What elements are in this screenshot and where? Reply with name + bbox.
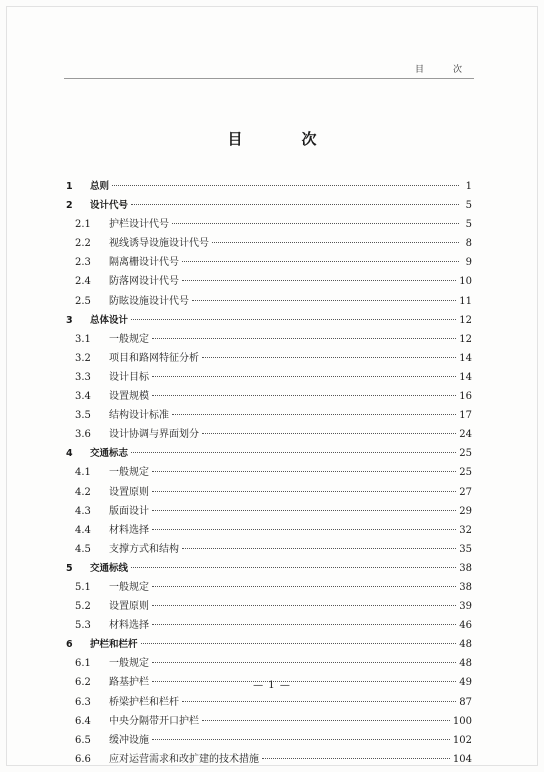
toc-entry-title: 路基护栏 — [109, 677, 149, 689]
toc-entry-number: 6.4 — [75, 715, 91, 727]
toc-entry-page: 11 — [459, 295, 472, 307]
toc-entry-title: 设计协调与界面划分 — [109, 429, 199, 441]
toc-leader-dots — [131, 567, 456, 568]
toc-section-row[interactable] — [66, 215, 472, 234]
toc-leader-dots — [182, 261, 459, 262]
toc-leader-dots — [152, 662, 456, 663]
header-rule — [64, 78, 474, 79]
toc-entry-number: 4 — [66, 448, 73, 460]
toc-entry-page: 48 — [459, 639, 472, 651]
toc-entry-number: 6.6 — [75, 753, 91, 765]
toc-entry-page: 10 — [459, 276, 472, 288]
toc-entry-page: 24 — [459, 429, 472, 441]
toc-leader-dots — [182, 701, 456, 702]
toc-entry-page: 5 — [465, 200, 472, 212]
toc-entry-title: 桥梁护栏和栏杆 — [109, 696, 179, 708]
toc-entry-title: 一般规定 — [109, 467, 149, 479]
toc-leader-dots — [212, 242, 459, 243]
toc-entry-title: 设置原则 — [109, 601, 149, 613]
toc-entry-page: 48 — [459, 658, 472, 670]
toc-section-row[interactable] — [66, 368, 472, 387]
toc-entry-page: 46 — [459, 620, 472, 632]
toc-entry-title: 护栏设计代号 — [109, 219, 169, 231]
toc-entry-number: 2.1 — [75, 219, 91, 231]
toc-entry-number: 5.3 — [75, 620, 91, 632]
toc-entry-title: 交通标线 — [90, 562, 129, 574]
toc-entry-page: 16 — [459, 391, 472, 403]
toc-entry-page: 35 — [459, 543, 472, 555]
toc-leader-dots — [152, 586, 456, 587]
toc-entry-page: 39 — [459, 601, 472, 613]
toc-entry-title: 设计代号 — [90, 200, 129, 212]
toc-section-row[interactable] — [66, 253, 472, 272]
toc-entry-number: 6 — [66, 639, 73, 651]
toc-leader-dots — [202, 357, 456, 358]
toc-entry-number: 4.3 — [75, 505, 91, 517]
toc-entry-page: 100 — [452, 715, 472, 727]
toc-section-row[interactable] — [66, 750, 472, 769]
toc-leader-dots — [112, 185, 459, 186]
toc-leader-dots — [262, 758, 450, 759]
toc-section-row[interactable] — [66, 616, 472, 635]
toc-section-row[interactable] — [66, 502, 472, 521]
page-number: — 1 — — [253, 680, 291, 691]
toc-section-row[interactable] — [66, 654, 472, 673]
toc-section-row[interactable] — [66, 272, 472, 291]
toc-entry-page: 87 — [459, 696, 472, 708]
toc-leader-dots — [192, 300, 456, 301]
toc-leader-dots — [152, 395, 456, 396]
toc-leader-dots — [152, 376, 456, 377]
toc-entry-title: 总则 — [90, 181, 110, 192]
toc-entry-number: 3.1 — [75, 333, 91, 345]
toc-leader-dots — [152, 624, 456, 625]
toc-entry-page: 49 — [459, 677, 472, 689]
toc-entry-page: 102 — [452, 734, 472, 746]
toc-entry-number: 4.1 — [75, 467, 91, 479]
toc-chapter-row[interactable] — [66, 559, 472, 578]
toc-entry-number: 6.2 — [75, 677, 91, 689]
toc-entry-number: 3.2 — [75, 352, 91, 364]
toc-chapter-row[interactable] — [66, 444, 472, 463]
toc-leader-dots — [152, 338, 456, 339]
toc-entry-title: 材料选择 — [109, 524, 149, 536]
toc-entry-number: 6.3 — [75, 696, 91, 708]
toc-entry-title: 视线诱导设施设计代号 — [109, 238, 209, 250]
toc-entry-number: 3 — [66, 314, 73, 326]
toc-entry-number: 3.4 — [75, 391, 91, 403]
toc-leader-dots — [141, 643, 457, 644]
toc-entry-page: 1 — [465, 181, 472, 192]
toc-entry-number: 3.3 — [75, 371, 91, 383]
toc-leader-dots — [182, 280, 456, 281]
toc-entry-number: 4.4 — [75, 524, 91, 536]
toc-entry-number: 2 — [66, 200, 73, 212]
toc-leader-dots — [152, 471, 456, 472]
toc-entry-page: 38 — [459, 562, 472, 574]
toc-section-row[interactable] — [66, 731, 472, 750]
toc-entry-title: 应对运营需求和改扩建的技术措施 — [109, 753, 259, 765]
toc-entry-number: 5 — [66, 562, 73, 574]
toc-leader-dots — [131, 452, 456, 453]
toc-entry-page: 12 — [459, 314, 472, 326]
toc-section-row[interactable] — [66, 712, 472, 731]
running-header: 目 次 — [414, 65, 472, 75]
toc-entry-title: 结构设计标准 — [109, 410, 169, 422]
toc-entry-number: 5.1 — [75, 581, 91, 593]
toc-entry-number: 2.2 — [75, 238, 91, 250]
toc-entry-page: 14 — [459, 352, 472, 364]
toc-title: 目 次 — [227, 130, 339, 148]
toc-chapter-row[interactable] — [66, 635, 472, 654]
toc-entry-page: 25 — [459, 448, 472, 460]
toc-section-row[interactable] — [66, 463, 472, 482]
toc-entry-number: 5.2 — [75, 601, 91, 613]
toc-chapter-row[interactable] — [66, 177, 472, 196]
toc-section-row[interactable] — [66, 330, 472, 349]
toc-leader-dots — [131, 319, 456, 320]
toc-entry-page: 104 — [452, 753, 472, 765]
toc-entry-title: 材料选择 — [109, 620, 149, 632]
toc-section-row[interactable] — [66, 540, 472, 559]
toc-entry-number: 6.5 — [75, 734, 91, 746]
toc-section-row[interactable] — [66, 349, 472, 368]
toc-entry-title: 设计目标 — [109, 371, 149, 383]
toc-leader-dots — [152, 529, 456, 530]
toc-entry-title: 防落网设计代号 — [109, 276, 179, 288]
toc-entry-title: 支撑方式和结构 — [109, 543, 179, 555]
toc-leader-dots — [172, 223, 459, 224]
toc-entry-title: 一般规定 — [109, 333, 149, 345]
toc-leader-dots — [131, 204, 459, 205]
toc-entry-number: 2.4 — [75, 276, 91, 288]
toc-entry-title: 一般规定 — [109, 581, 149, 593]
toc-leader-dots — [152, 510, 456, 511]
toc-entry-page: 9 — [465, 257, 472, 269]
toc-entry-title: 设置规模 — [109, 391, 149, 403]
toc-entry-title: 一般规定 — [109, 658, 149, 670]
toc-leader-dots — [202, 720, 450, 721]
toc-section-row[interactable] — [66, 483, 472, 502]
toc-leader-dots — [152, 605, 456, 606]
toc-entry-number: 2.3 — [75, 257, 91, 269]
toc-leader-dots — [172, 414, 456, 415]
toc-entry-title: 防眩设施设计代号 — [109, 295, 189, 307]
toc-entry-title: 中央分隔带开口护栏 — [109, 715, 199, 727]
toc-section-row[interactable] — [66, 521, 472, 540]
toc-entry-number: 4.5 — [75, 543, 91, 555]
toc-entry-title: 总体设计 — [90, 314, 129, 326]
toc-entry-title: 项目和路网特征分析 — [109, 352, 199, 364]
toc-entry-title: 版面设计 — [109, 505, 149, 517]
toc-entry-page: 17 — [459, 410, 472, 422]
toc-section-row[interactable] — [66, 234, 472, 253]
toc-section-row[interactable] — [66, 387, 472, 406]
toc-leader-dots — [202, 433, 456, 434]
toc-chapter-row[interactable] — [66, 311, 472, 330]
toc-entry-number: 3.5 — [75, 410, 91, 422]
toc-section-row[interactable] — [66, 406, 472, 425]
toc-leader-dots — [182, 548, 456, 549]
toc-section-row[interactable] — [66, 693, 472, 712]
toc-section-row[interactable] — [66, 578, 472, 597]
toc-leader-dots — [152, 491, 456, 492]
toc-section-row[interactable] — [66, 425, 472, 444]
toc-entry-page: 14 — [459, 371, 472, 383]
toc-chapter-row[interactable] — [66, 196, 472, 215]
toc-entry-page: 25 — [459, 467, 472, 479]
toc-entry-title: 缓冲设施 — [109, 734, 149, 746]
toc-entry-title: 护栏和栏杆 — [90, 639, 138, 651]
toc-section-row[interactable] — [66, 597, 472, 616]
toc-entry-number: 2.5 — [75, 295, 91, 307]
toc-entry-number: 1 — [66, 181, 73, 192]
toc-entry-page: 29 — [459, 505, 472, 517]
toc-entry-page: 8 — [465, 238, 472, 250]
toc-entry-number: 6.1 — [75, 658, 91, 670]
toc-entry-number: 3.6 — [75, 429, 91, 441]
toc-entry-page: 5 — [465, 219, 472, 231]
toc-entry-page: 27 — [459, 486, 472, 498]
toc-entry-title: 隔离栅设计代号 — [109, 257, 179, 269]
toc-entry-title: 设置原则 — [109, 486, 149, 498]
toc-entry-title: 交通标志 — [90, 448, 129, 460]
toc-entry-page: 12 — [459, 333, 472, 345]
toc-section-row[interactable] — [66, 292, 472, 311]
toc-entry-number: 4.2 — [75, 486, 91, 498]
toc-leader-dots — [152, 739, 450, 740]
toc-entry-page: 38 — [459, 581, 472, 593]
toc-entry-page: 32 — [459, 524, 472, 536]
